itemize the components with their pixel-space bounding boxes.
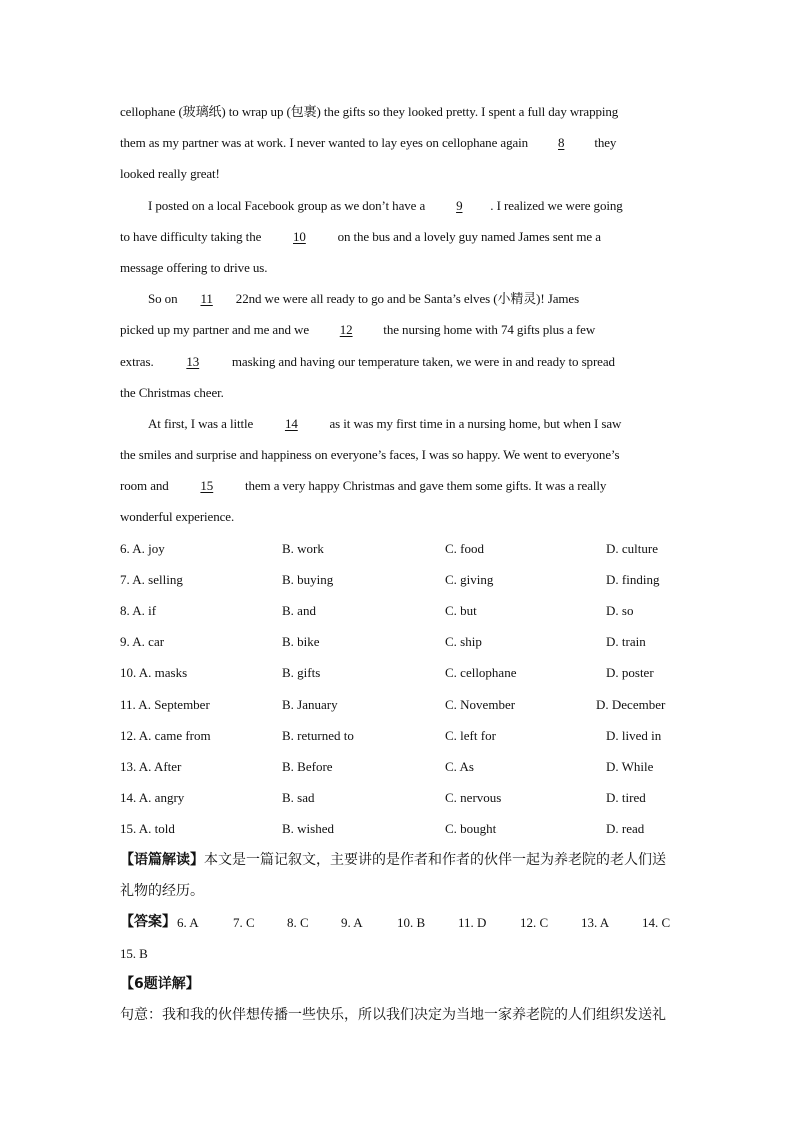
- answer-item: 6. A: [177, 914, 199, 930]
- option-c: C. nervous: [445, 790, 502, 806]
- passage-text: they: [591, 135, 617, 151]
- blank-11: 11: [200, 291, 213, 307]
- passage-text: them a very happy Christmas and gave them some gifts. It was a really: [241, 478, 607, 494]
- passage-line: [120, 127, 680, 158]
- option-c: C. cellophane: [445, 665, 517, 681]
- option-d: D. read: [606, 821, 645, 837]
- option-a: 7. A. selling: [120, 571, 183, 587]
- option-a: 14. A. angry: [120, 790, 185, 806]
- answers-label: 【答案】: [120, 913, 176, 930]
- analysis-section: [120, 845, 680, 876]
- option-a: 13. A. After: [120, 758, 182, 774]
- option-b: B. gifts: [282, 665, 321, 681]
- answer-item: 8. C: [287, 914, 309, 930]
- passage-text: looked really great!: [120, 166, 220, 182]
- option-a: 12. A. came from: [120, 727, 211, 743]
- option-b: B. and: [282, 603, 316, 618]
- option-b: B. wished: [282, 821, 334, 837]
- option-a: 10. A. masks: [120, 665, 188, 681]
- blank-14: 14: [284, 415, 298, 431]
- question-row: [120, 751, 680, 782]
- passage-text: cellophane (玻璃纸) to wrap up (包裹) the gifts so they looked pretty. I spent a full day wrapping: [120, 104, 619, 119]
- option-d: D. December: [596, 696, 666, 712]
- answer-item: 12. C: [520, 914, 549, 930]
- answer-item: 13. A: [581, 914, 610, 930]
- option-a: 9. A. car: [120, 634, 165, 650]
- option-d: D. train: [606, 634, 646, 650]
- option-d: D. so: [606, 603, 634, 618]
- option-b: B. work: [282, 540, 324, 556]
- question-row: [120, 720, 680, 751]
- passage-line: [120, 158, 680, 189]
- question-row: [120, 564, 680, 595]
- passage-line: [120, 501, 680, 532]
- answers-row: [120, 907, 680, 938]
- option-c: C. but: [445, 603, 477, 618]
- passage-text: I posted on a local Facebook group as we don’t have a: [148, 197, 429, 213]
- option-a: 15. A. told: [120, 821, 175, 837]
- passage-text: . I realized we were going: [490, 197, 623, 213]
- option-d: D. lived in: [606, 727, 662, 743]
- passage-text: room and: [120, 478, 172, 494]
- passage-text: the nursing home with 74 gifts plus a few: [380, 322, 596, 338]
- analysis-text: 本文是一篇记叙文，主要讲的是作者和作者的伙伴一起为养老院的老人们送: [204, 851, 666, 868]
- detail-label: 【6题详解】: [120, 976, 200, 993]
- answer-item: 15. B: [120, 946, 148, 962]
- option-c: C. giving: [445, 571, 494, 587]
- passage-text: them as my partner was at work. I never wanted to lay eyes on cellophane again: [120, 135, 532, 151]
- question-row: [120, 626, 680, 657]
- option-a: 8. A. if: [120, 603, 157, 618]
- blank-15: 15: [200, 478, 214, 494]
- passage-line: [120, 96, 680, 127]
- blank-10: 10: [293, 228, 306, 244]
- answer-item: 9. A: [341, 914, 363, 930]
- option-a: 6. A. joy: [120, 540, 165, 556]
- passage-text: to have difficulty taking the: [120, 228, 265, 244]
- passage-text: as it was my first time in a nursing home, but when I saw: [326, 415, 622, 431]
- answer-item: 10. B: [397, 914, 426, 930]
- answer-item: 14. C: [642, 914, 671, 930]
- option-b: B. January: [282, 696, 338, 712]
- option-b: B. sad: [282, 790, 315, 806]
- answer-item: 11. D: [458, 914, 487, 930]
- detail-text-line: [120, 1000, 680, 1031]
- detail-section: [120, 969, 680, 1000]
- passage-text: 22nd we were all ready to go and be Santa’s elves (小精灵)! James: [232, 291, 580, 307]
- option-c: C. November: [445, 696, 516, 712]
- passage-line: [120, 470, 680, 501]
- answers-continued: [120, 938, 680, 969]
- analysis-label: 【语篇解读】: [120, 851, 204, 868]
- option-c: C. food: [445, 540, 484, 556]
- option-d: D. culture: [606, 540, 658, 556]
- answer-item: 7. C: [233, 914, 255, 930]
- passage-text: wonderful experience.: [120, 509, 235, 525]
- question-row: [120, 595, 680, 626]
- passage-line: [120, 221, 680, 252]
- option-d: D. poster: [606, 665, 654, 681]
- analysis-continued: [120, 876, 680, 907]
- passage-text: masking and having our temperature taken, we were in and ready to spread: [228, 353, 615, 369]
- option-c: C. As: [445, 758, 474, 774]
- passage-text: message offering to drive us.: [120, 259, 268, 275]
- option-c: C. left for: [445, 727, 496, 743]
- passage-line: [120, 408, 680, 439]
- passage-text: So on: [148, 291, 181, 307]
- passage-line: [120, 377, 680, 408]
- blank-9: 9: [456, 197, 463, 213]
- passage-text: the smiles and surprise and happiness on everyone’s faces, I was so happy. We went to everyone’s: [120, 447, 620, 463]
- passage-line: [120, 439, 680, 470]
- question-row: [120, 657, 680, 688]
- option-c: C. ship: [445, 634, 482, 650]
- passage-line: [120, 190, 680, 221]
- blank-13: 13: [186, 353, 200, 369]
- blank-12: 12: [339, 322, 353, 338]
- question-row: [120, 813, 680, 844]
- detail-text: 句意：我和我的伙伴想传播一些快乐，所以我们决定为当地一家养老院的人们组织发送礼: [120, 1007, 666, 1024]
- question-row: [120, 782, 680, 813]
- analysis-text: 礼物的经历。: [120, 882, 204, 899]
- option-b: B. buying: [282, 571, 334, 587]
- passage-line: [120, 252, 680, 283]
- passage-text: extras.: [120, 353, 157, 369]
- passage-text: on the bus and a lovely guy named James sent me a: [334, 228, 601, 244]
- blank-8: 8: [558, 135, 565, 151]
- question-row: [120, 533, 680, 564]
- option-a: 11. A. September: [120, 696, 210, 712]
- passage-text: At first, I was a little: [148, 415, 257, 431]
- document-page: [120, 96, 680, 1032]
- passage-line: [120, 314, 680, 345]
- option-d: D. While: [606, 758, 654, 774]
- passage-text: the Christmas cheer.: [120, 384, 224, 400]
- option-c: C. bought: [445, 821, 497, 837]
- option-b: B. Before: [282, 758, 333, 774]
- option-d: D. tired: [606, 790, 646, 806]
- passage-line: [120, 283, 680, 314]
- question-options: [120, 533, 680, 845]
- question-row: [120, 689, 680, 720]
- option-b: B. bike: [282, 634, 320, 650]
- option-b: B. returned to: [282, 727, 354, 743]
- option-d: D. finding: [606, 571, 660, 587]
- passage-text: picked up my partner and me and we: [120, 322, 313, 338]
- passage-line: [120, 346, 680, 377]
